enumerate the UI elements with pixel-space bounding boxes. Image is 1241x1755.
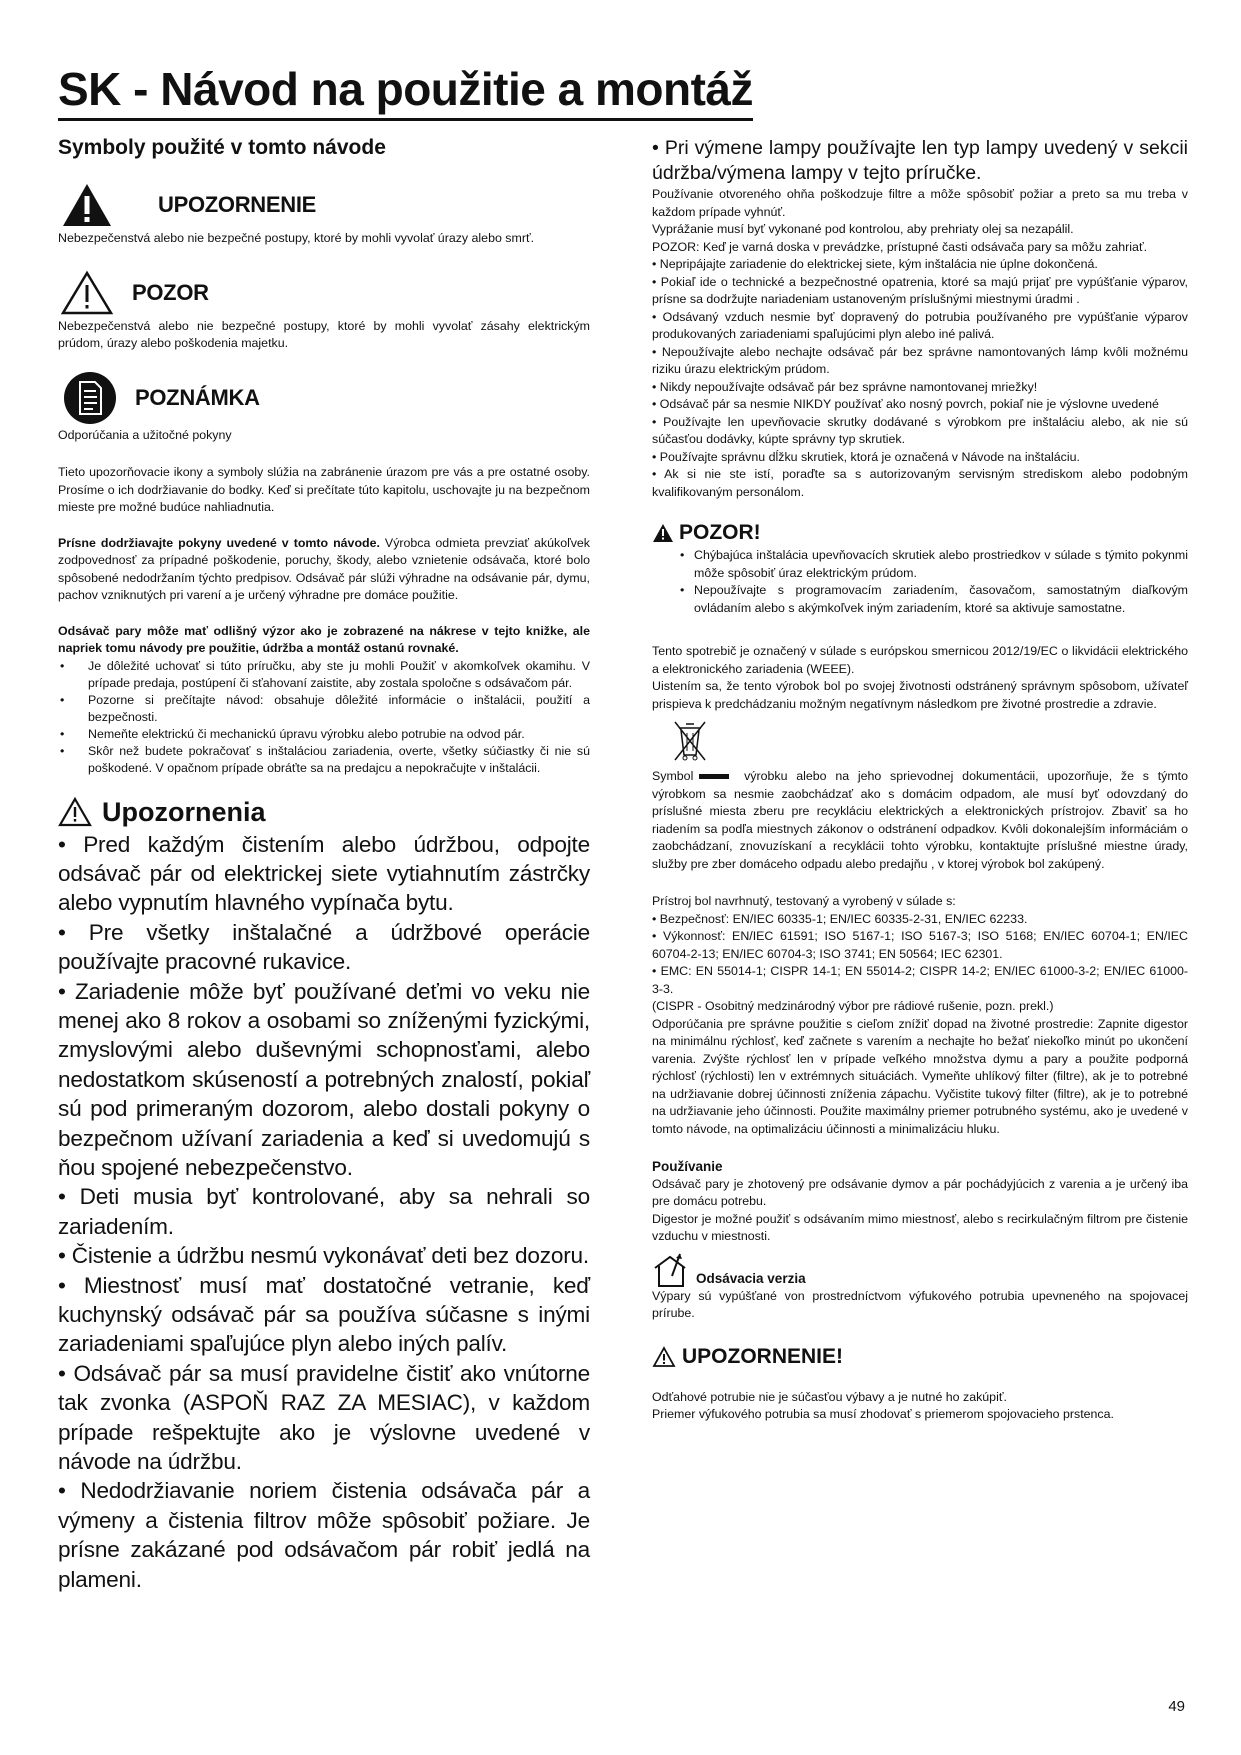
safety-point: • Nepripájajte zariadenie do elektrickej siete, kým inštalácia nie úplne dokončená. xyxy=(652,257,1098,271)
weee-paragraph: Tento spotrebič je označený v súlade s európskou smernicou 2012/19/EC o likvidácii elektrického a elektronického zariadenia (WEEE). xyxy=(652,644,1188,676)
lamp-paragraph: • Pri výmene lampy používajte len typ lampy uvedený v sekcii údržba/výmena lampy v tejto príručke. xyxy=(652,137,1188,184)
warning-outline-icon xyxy=(652,1346,676,1368)
hot-parts-paragraph: POZOR: Keď je varná doska v prevádzke, prístupné časti odsávača pary sa môžu zahriať. xyxy=(652,239,1148,254)
strict-text: Výrobca odmieta prevziať akúkoľvek zodpovednosť za prípadné poškodenie, poruchy, škody, alebo vznietenie odsávača, ktoré bolo spôsobené nedodržaním týchto predpisov. Odsávač pár slúži výhradne na odsávanie pár, dymu, pachov vzniknutých pri varení a je určený výhradne pre domáce použitie. xyxy=(58,535,591,602)
safety-point: • Ak si nie ste istí, poraďte sa s autorizovaným servisným strediskom alebo podobným kvalifikovaným personálom. xyxy=(652,467,1188,499)
right-column xyxy=(652,136,1188,1424)
usage-paragraph: Odsávač pary je zhotovený pre odsávanie dymov a pár pochádyjúcich z varenia a je určený iba pre domácu potrebu. xyxy=(652,1176,1188,1208)
caution-label: POZOR xyxy=(132,279,209,305)
warnings-heading-row xyxy=(58,797,590,828)
safety-point: • Odsávaný vzduch nesmie byť dopravený do potrubia používaného pre vypúšťanie výparov produkovaných zariadeniami spaľujúcimi plyn alebo iné palivá. xyxy=(652,309,1188,341)
list-item: • Pozorne si prečítajte návod: obsahuje dôležité informácie o inštalácii, použití a bezpečnosti. xyxy=(58,692,590,726)
ducted-paragraph: Výpary sú vypúšťané von prostredníctvom výfukového potrubia upevneného na spojovacej prírube. xyxy=(652,1288,1188,1320)
standards-line: Odporúčania pre správne použitie s cieľom znížiť dopad na životné prostredie: Zapnite digestor na minimálnu rýchlosť, keď začnete s varením a nechajte ho bežať niekoľko minút po ukončení varenia. Zvýšte rýchlosť len v prípade veľkého množstva dymu a pary a použite podporná rýchlosť (rýchlosti) len v extrémnych situáciách. Vymeňte uhlíkový filter (filtre), ak je to potrebné na udržiavanie dobrej účinnosti zníženia zápachu. Vyčistite tukový filter (filtre), ak je to potrebné na udržiavanie jeho účinnosti. Použite maximálny priemer potrubného systému, ako je uvedené v tomto návode, na optimalizáciu účinnosti a minimalizáciu hluku. xyxy=(652,1016,1188,1136)
crossed-bin-icon xyxy=(672,719,1188,768)
symbol-paragraph xyxy=(652,768,1188,873)
left-column xyxy=(58,130,590,1594)
warning-filled-icon xyxy=(61,182,113,228)
warning3-label: UPOZORNENIE! xyxy=(682,1344,844,1368)
list-item: • Je dôležité uchovať si túto príručku, aby ste ju mohli Použiť v akomkoľvek okamihu. V prípade predaja, postúpení či sťahovaní zaistite, aby zostala spoločne s odsávačom pár. xyxy=(58,658,590,692)
list-item: • Nepoužívajte s programovacím zariadením, časovačom, samostatným diaľkovým ovládaním alebo s akýmkoľvek iným zariadením, ktoré sa aktivuje samostatne. xyxy=(652,582,1188,617)
standards-line: • EMC: EN 55014-1; CISPR 14-1; EN 55014-2; CISPR 14-2; EN/IEC 61000-3-2; EN/IEC 61000-3-3. xyxy=(652,964,1188,996)
warning-item: • Čistenie a údržbu nesmú vykonávať deti bez dozoru. xyxy=(58,1243,589,1269)
safety-point: • Odsávač pár sa nesmie NIKDY používať ako nosný povrch, pokiaľ nie je výslovne uvedené xyxy=(652,397,1159,411)
strict-paragraph xyxy=(58,535,590,605)
standards-block xyxy=(652,893,1188,1138)
warning-item: • Nedodržiavanie noriem čistenia odsávača pár a výmeny a čistenia filtrov môže spôsobiť požiare. Je prísne zakázané pod odsávačom pár robiť jedlá na plameni. xyxy=(58,1478,590,1592)
disposal-paragraph: Uistením sa, že tento výrobok bol po svojej životnosti odstránený správnym spôsobom, užívateľ prispieva k predchádzaniu možným negatívnym následkom pre životné prostredie a zdravie. xyxy=(652,679,1188,711)
list-item: • Skôr než budete pokračovať s inštaláciou zariadenia, overte, všetky súčiastky či nie sú poškodené. V opačnom prípade obráťte sa na predajcu a nepokračujte v inštalácii. xyxy=(58,743,590,777)
warning-item: • Pre všetky inštalačné a údržbové operácie používajte pracovné rukavice. xyxy=(58,919,590,975)
caution-symbol-row xyxy=(58,270,590,316)
warning-filled-icon xyxy=(652,523,674,543)
warning-label: UPOZORNENIE xyxy=(158,192,317,217)
safety-point: • Pokiaľ ide o technické a bezpečnostné opatrenia, ktoré sa majú prijať pre vypúšťanie výparov, prísne sa dodržujte nariadeniam ustanoveným príslušnými miestnymi úradmi . xyxy=(652,274,1188,306)
note-description: Odporúčania a užitočné pokyny xyxy=(58,427,232,442)
usage-heading: Používanie xyxy=(652,1159,723,1174)
note-symbol-row xyxy=(58,371,590,425)
standards-line: (CISPR - Osobitný medzinárodný výbor pre rádiové rušenie, pozn. prekl.) xyxy=(652,999,1054,1013)
caution-outline-icon xyxy=(60,270,114,316)
safety-point: • Používajte len upevňovacie skrutky dodávané s výrobkom pre inštaláciu alebo, ak nie sú súčasťou dodávky, kúpte správny typ skrutiek. xyxy=(652,414,1188,446)
warning-item: • Deti musia byť kontrolované, aby sa nehrali so zariadením. xyxy=(58,1184,590,1239)
list-item: • Chýbajúca inštalácia upevňovacích skrutiek alebo prostriedkov v súlade s týmito pokynmi môže spôsobiť úraz elektrickým prúdom. xyxy=(652,547,1188,582)
note-document-icon xyxy=(63,371,117,425)
page-number: 49 xyxy=(1168,1698,1185,1715)
page-title: SK - Návod na použitie a montáž xyxy=(58,60,753,121)
caution2-heading-row xyxy=(652,521,1188,545)
warning-description: Nebezpečenstvá alebo nie bezpečné postupy, ktoré by mohli vyvolať úrazy alebo smrť. xyxy=(58,231,535,245)
open-fire-paragraph: Používanie otvoreného ohňa poškodzuje filtre a môže spôsobiť požiar a preto sa mu treba v každom prípade vyhnúť. xyxy=(652,187,1188,219)
symbols-heading: Symboly použité v tomto návode xyxy=(58,136,386,159)
strict-bold-text: Prísne dodržiavajte pokyny uvedené v tomto návode. xyxy=(58,535,380,550)
different-look-paragraph: Odsávač pary môže mať odlišný výzor ako je zobrazené na nákrese v tejto knižke, ale napriek tomu návody pre použitie, údržba a montáž ostanú rovnaké. xyxy=(58,623,590,655)
warning-item: • Odsávač pár sa musí pravidelne čistiť ako vnútorne tak zvonka (ASPOŇ RAZ ZA MESIAC), v každom prípade rešpektujte ako je výslovne uvedené v návode na údržbu. xyxy=(58,1360,590,1475)
ducted-heading-row xyxy=(652,1252,1188,1288)
duct-purchase-paragraph: Odťahové potrubie nie je súčasťou výbavy a je nutné ho zakúpiť. xyxy=(652,1389,1007,1404)
warning3-heading-row xyxy=(652,1345,1188,1369)
warning-item: • Zariadenie môže byť používané deťmi vo veku nie menej ako 8 rokov a osobami so zníženými fyzickými, zmyslovými alebo duševnými schopnosťami, alebo nedostatkom skúseností a potrebných znalostí, pokiaľ sú pod primeraným dozorom, alebo dostali pokyny o bezpečnom užívaní zariadenia a keď si uvedomujú s ňou spojené nebezpečenstvo. xyxy=(58,978,590,1180)
caution2-list xyxy=(652,547,1188,617)
warning-item: • Miestnosť musí mať dostatočné vetranie, keď kuchynský odsávač pár sa používa súčasne s inými zariadeniami spaľujúce plyn alebo iných palív. xyxy=(58,1272,590,1357)
standards-line: • Výkonnosť: EN/IEC 61591; ISO 5167-1; ISO 5167-3; ISO 5168; EN/IEC 60704-1; EN/IEC 60704-2-13; EN/IEC 60704-3; ISO 3741; EN 50564; IEC 62301. xyxy=(652,929,1188,961)
note-label: POZNÁMKA xyxy=(135,384,260,410)
ducted-house-icon xyxy=(652,1252,692,1288)
caution-description: Nebezpečenstvá alebo nie bezpečné postupy, ktoré by mohli vyvolať zásahy elektrickým prúdom, úrazy alebo poškodenia majetku. xyxy=(58,318,590,350)
safety-point: • Nikdy nepoužívajte odsávač pár bez správne namontovanej mriežky! xyxy=(652,379,1038,394)
safety-point: • Nepoužívajte alebo nechajte odsávač pár bez správne namontovaných lámp kvôli možnému riziku úrazu elektrickým prúdom. xyxy=(652,344,1188,376)
standards-line: • Bezpečnosť: EN/IEC 60335-1; EN/IEC 60335-2-31, EN/IEC 62233. xyxy=(652,911,1028,926)
frying-paragraph: Vyprážanie musí byť vykonané pod kontrolou, aby prehriaty olej sa nezapálil. xyxy=(652,222,1074,236)
ducted-heading: Odsávacia verzia xyxy=(696,1270,806,1286)
warnings-heading: Upozornenia xyxy=(102,796,266,827)
duct-diameter-paragraph: Priemer výfukového potrubia sa musí zhodovať s priemerom spojovacieho prstenca. xyxy=(652,1407,1114,1421)
caution2-label: POZOR! xyxy=(679,521,761,544)
warnings-list xyxy=(58,830,590,1595)
safety-points xyxy=(652,256,1188,501)
general-bullet-list xyxy=(58,658,590,777)
warning-outline-icon xyxy=(58,797,92,827)
safety-point: • Používajte správnu dĺžku skrutiek, ktorá je označená v Návode na inštaláciu. xyxy=(652,449,1080,464)
warning-symbol-row xyxy=(58,182,590,228)
list-item: • Nemeňte elektrickú či mechanickú úpravu výrobku alebo potrubie na odvod pár. xyxy=(58,726,590,743)
symbol-text: výrobku alebo na jeho sprievodnej dokumentácii, upozorňuje, že s týmto výrobkom sa nesmie zaobchádzať ako s domácim odpadom, ale musí byť odovzdaný do príslušné miesta zberu pre recykláciu elektrických a elektronických prístrojov. Zbaviť sa ho riadením sa podľa miestnych zákonov o odstránení odpadkov. Kvôli dokonalejším informáciám o zaobchádzaní, znovuzískaní a recyklácii tohto výrobku, kontaktujte príslušné miestne úrady, služby pre zber domáceho odpadu alebo predajňu , v ktorej výrobok bol zakúpený. xyxy=(652,769,1188,871)
symbol-word: Symbol xyxy=(652,769,694,783)
intro-paragraph: Tieto upozorňovacie ikony a symboly slúžia na zabránenie úrazom pre vás a pre ostatné osoby. Prosíme o ich dodržiavanie do bodky. Keď si prečítate túto kapitolu, uschovajte ju na bezpečnom mieste pre možné budúce nahliadnutia. xyxy=(58,465,590,514)
warning-item: • Pred každým čistením alebo údržbou, odpojte odsávač pár od elektrickej siete vytiahnutím zástrčky alebo vypnutím hlavného vypínača bytu. xyxy=(58,831,590,916)
usage-paragraph: Digestor je možné použiť s odsávaním mimo miestnosť, alebo s recirkulačným filtrom pre čistenie vzduchu v miestnosti. xyxy=(652,1211,1188,1243)
weee-bar-icon xyxy=(699,774,729,779)
standards-line: Prístroj bol navrhnutý, testovaný a vyrobený v súlade s: xyxy=(652,894,956,908)
